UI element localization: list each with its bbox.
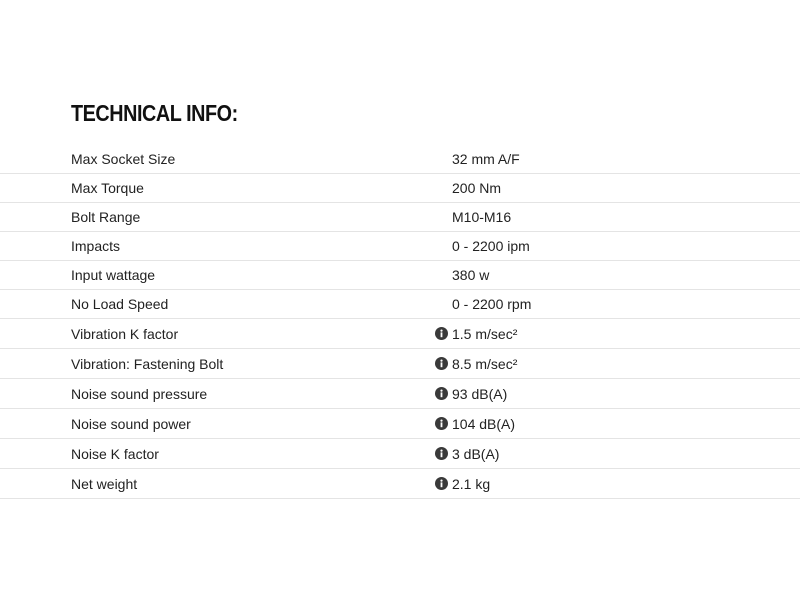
- spec-value-cell: [435, 409, 515, 438]
- spec-value-cell: [435, 232, 530, 260]
- spec-label: Impacts: [71, 238, 121, 254]
- spec-table: [0, 145, 800, 499]
- info-icon[interactable]: [435, 477, 448, 490]
- spec-value: 200 Nm: [452, 180, 502, 196]
- spec-label: Bolt Range: [71, 209, 141, 225]
- spec-label: Noise sound power: [71, 415, 191, 432]
- spec-row: [0, 439, 800, 469]
- spec-value: 0 - 2200 rpm: [452, 296, 532, 312]
- info-icon[interactable]: [435, 327, 448, 340]
- spec-label: Input wattage: [71, 267, 156, 283]
- spec-row: [0, 232, 800, 261]
- spec-label: Vibration: Fastening Bolt: [71, 355, 224, 372]
- spec-value-cell: [435, 290, 531, 318]
- spec-row: [0, 203, 800, 232]
- spec-row: [0, 174, 800, 203]
- spec-value-cell: [435, 145, 520, 173]
- info-icon[interactable]: [435, 387, 448, 400]
- spec-value: 2.1 kg: [452, 475, 491, 492]
- spec-label: Noise K factor: [71, 445, 159, 462]
- spec-row: [0, 469, 800, 499]
- spec-row: [0, 379, 800, 409]
- info-icon[interactable]: [435, 417, 448, 430]
- spec-value: 380 w: [452, 267, 490, 283]
- spec-row: [0, 261, 800, 290]
- spec-value: 8.5 m/sec²: [452, 355, 518, 372]
- spec-label: Max Socket Size: [71, 151, 176, 167]
- spec-value-cell: [435, 349, 517, 378]
- spec-value-cell: [435, 469, 490, 498]
- spec-value-cell: [435, 261, 489, 289]
- spec-value: 32 mm A/F: [452, 151, 520, 167]
- spec-value: 3 dB(A): [452, 445, 500, 462]
- spec-value-cell: [435, 203, 511, 231]
- spec-row: [0, 349, 800, 379]
- spec-label: Vibration K factor: [71, 325, 179, 342]
- info-icon[interactable]: [435, 447, 448, 460]
- spec-value: 1.5 m/sec²: [452, 325, 518, 342]
- spec-value: 93 dB(A): [452, 385, 508, 402]
- spec-label: No Load Speed: [71, 296, 169, 312]
- spec-value-cell: [435, 439, 499, 468]
- spec-row: [0, 409, 800, 439]
- spec-value-cell: [435, 319, 517, 348]
- spec-value-cell: [435, 174, 501, 202]
- spec-label: Max Torque: [71, 180, 144, 196]
- spec-value: 104 dB(A): [452, 415, 516, 432]
- spec-value-cell: [435, 379, 507, 408]
- spec-label: Net weight: [71, 475, 138, 492]
- spec-row: [0, 145, 800, 174]
- spec-label: Noise sound pressure: [71, 385, 208, 402]
- info-icon[interactable]: [435, 357, 448, 370]
- spec-value: M10-M16: [452, 209, 512, 225]
- spec-row: [0, 319, 800, 349]
- spec-value: 0 - 2200 ipm: [452, 238, 530, 254]
- spec-row: [0, 290, 800, 319]
- section-heading: TECHNICAL INFO:: [71, 100, 238, 126]
